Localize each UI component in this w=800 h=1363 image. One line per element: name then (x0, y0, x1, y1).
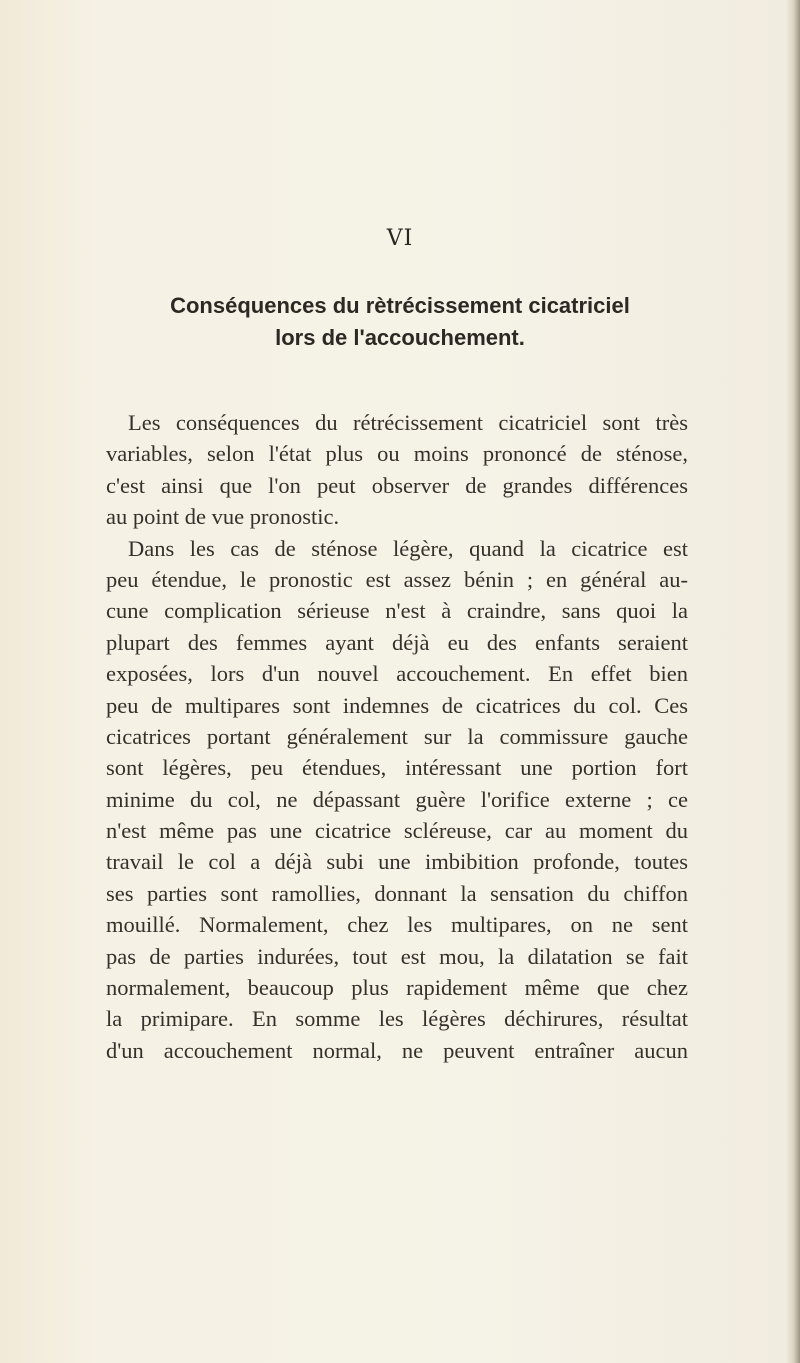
text-line: au point de vue pronostic. (106, 504, 340, 530)
text-line: Les conséquences du rétrécissement cicatriciel sont très (128, 410, 688, 435)
text-line: peu de multipares sont indemnes de cicatrices du col. Ces (106, 692, 688, 718)
chapter-title (140, 290, 660, 354)
text-line: normalement, beaucoup plus rapidement même que chez (106, 975, 688, 1001)
text-line: d'un accouchement normal, ne peuvent entraîner aucun (106, 1037, 688, 1063)
text-line: plupart des femmes ayant déjà eu des enfants seraient (106, 629, 688, 655)
text-line: cicatrices portant généralement sur la commissure gauche (106, 723, 688, 749)
text-line: cune complication sérieuse n'est à craindre, sans quoi la (106, 598, 688, 624)
text-line: minime du col, ne dépassant guère l'orifice externe ; ce (106, 786, 688, 812)
text-line: ses parties sont ramollies, donnant la sensation du chiffon (106, 880, 688, 906)
body-paragraphs (106, 407, 688, 1066)
text-line: sont légères, peu étendues, intéressant une portion fort (106, 755, 688, 781)
text-line: exposées, lors d'un nouvel accouchement. En effet bien (106, 661, 688, 687)
text-line: n'est même pas une cicatrice scléreuse, car au moment du (106, 818, 688, 844)
text-line: variables, selon l'état plus ou moins prononcé de sténose, (106, 441, 688, 467)
chapter-title-line: Conséquences du rètrécissement cicatriciel (170, 293, 630, 318)
text-line: pas de parties indurées, tout est mou, la dilatation se fait (106, 943, 688, 969)
page-edge-shadow (786, 0, 800, 1363)
text-line: Dans les cas de sténose légère, quand la cicatrice est (128, 535, 688, 561)
text-line: c'est ainsi que l'on peut observer de grandes différences (106, 472, 688, 498)
text-line: travail le col a déjà subi une imbibition profonde, toutes (106, 849, 688, 875)
text-line: mouillé. Normalement, chez les multipares, on ne sent (106, 912, 688, 938)
text-line: peu étendue, le pronostic est assez bénin ; en général au- (106, 566, 688, 592)
chapter-number: VI (386, 226, 414, 251)
chapter-title-line: lors de l'accouchement. (275, 325, 525, 350)
text-line: la primipare. En somme les légères déchirures, résultat (106, 1006, 688, 1032)
